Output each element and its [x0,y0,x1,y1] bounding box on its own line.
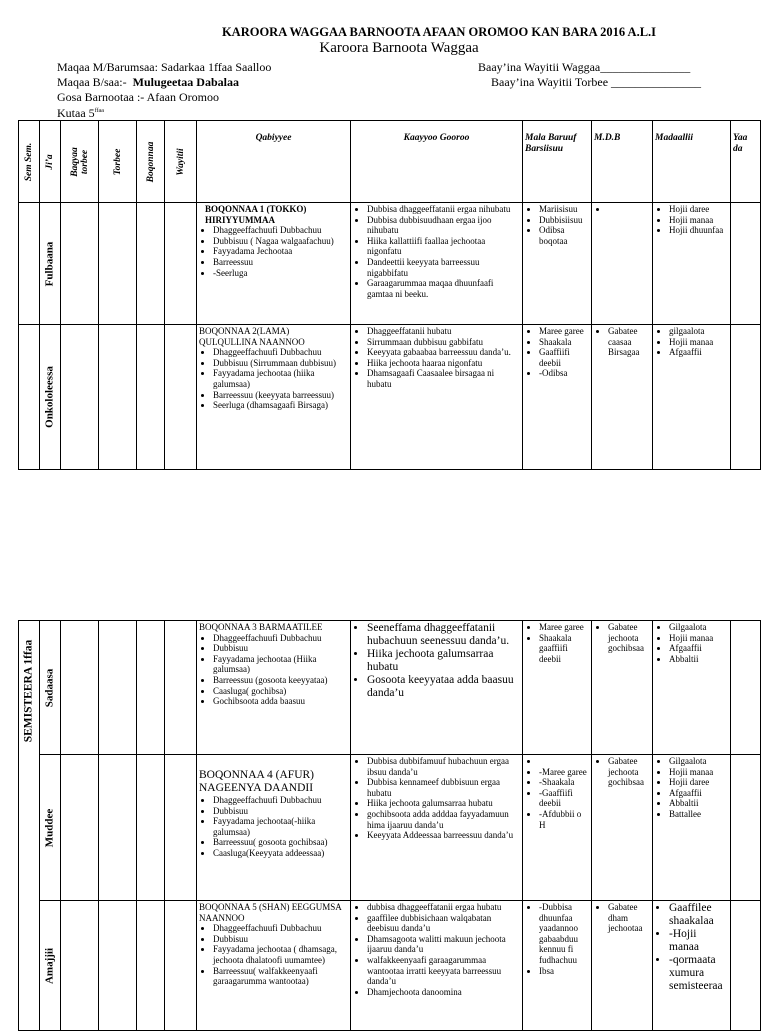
unit-title: BOQONNAA 2(LAMA) QULQULLINA NAANNOO [199,326,305,347]
table-row [19,621,761,755]
objectives-cell [351,203,523,325]
list-item: • Ibsa [539,966,589,977]
list-item: • Hojii manaa [669,215,728,226]
list-item: • Fayyadama jechootaa ( dhamsaga, jechoota dhalatoofi uumamtee) [213,944,348,965]
remark-cell [731,901,761,1031]
semester-cell: SEMISTEERA 1ffaa [19,621,40,1031]
list-item [539,756,589,767]
list-item: • Shaakala gaaffiifi deebii [539,633,589,665]
method-cell [523,755,592,901]
empty-cell [137,755,165,901]
teacher-label: Maqaa B/saa:- [57,74,127,89]
col-objectives: Kaayyoo Gooroo [351,121,523,203]
sem-cell [19,325,40,470]
empty-cell [137,901,165,1031]
list-item: • Seeneffama dhaggeeffatanii hubachuun seenessuu danda’u. [367,622,520,648]
method-list [525,204,589,246]
list-item: • Abbaltii [669,798,728,809]
assessment-list [655,902,728,993]
assessment-cell [653,755,731,901]
list-item: • Hiika jechoota galumsarraa hubatu [367,648,520,674]
mdb-list [594,756,650,788]
objectives-list [353,756,520,841]
col-month: Ji’a [40,121,61,203]
list-item: • Dandeettii keeyyata barreessuu nigabbifatu [367,257,520,278]
list-item: • Dubbisiisuu [539,215,589,226]
col-content: Qabiyyee [197,121,351,203]
content-cell [197,621,351,755]
list-item: • gochibsoota adda adddaa fayyadamuun hima ijaaruu danda’u [367,809,520,830]
col-method: Mala Baruuf Barsiisuu [523,121,592,203]
unit-title: BOQONNAA 5 (SHAN) EEGGUMSA NAANNOO [199,902,342,923]
list-item: • Gilgaalota [669,622,728,633]
content-cell [197,901,351,1031]
list-item: • -Hojii manaa [669,928,728,954]
list-item: • Dhaggeeffachuufi Dubbachuu [213,923,348,934]
content-cell [197,203,351,325]
content-list [199,225,348,278]
meta-left [57,60,271,121]
list-item: • Dubbisuu [213,643,348,654]
list-item: • Abbaltii [669,654,728,665]
list-item: • Dhaggeeffachuufi Dubbachuu [213,633,348,644]
list-item: • Barreessuu (keeyyata barreessuu) [213,390,348,401]
list-item: • Fayyadama jechootaa(-hiika galumsaa) [213,816,348,837]
method-cell [523,621,592,755]
assessment-cell [653,621,731,755]
method-list [525,622,589,664]
col-sem: Sem Sem. [19,121,40,203]
list-item: • Dhamjechoota danoomina [367,987,520,998]
remark-cell [731,325,761,470]
objectives-cell [351,901,523,1031]
mdb-list [594,204,650,215]
weekly-periods-year: Baay’ina Wayitii Waggaa_______________ [478,60,691,74]
school-name: Maqaa M/Barumsaa: Sadarkaa 1ffaa Saalloo [57,60,272,74]
empty-cell [99,755,137,901]
content-list [199,795,348,859]
weekly-periods-week: Baay’ina Wayitii Torbee _______________ [491,74,702,89]
list-item: • Dubbisuu [213,934,348,945]
list-item: • Gabatee caasaa Birsagaa [608,326,650,358]
list-item: • Hojii daree [669,204,728,215]
list-item: • Maree garee [539,622,589,633]
content-list [199,633,348,707]
objectives-list [353,902,520,997]
assessment-cell [653,901,731,1031]
list-item: • Dubbisuu ( Nagaa walgaafachuu) [213,236,348,247]
col-period: Wayitii [165,121,197,203]
list-item: • Seerluga (dhamsagaafi Birsaga) [213,400,348,411]
list-item: • Dhamsagoota walitti makuun jechoota ijaaruu danda’u [367,934,520,955]
col-torbee: Torbee [99,121,137,203]
table-row [19,901,761,1031]
empty-cell [99,203,137,325]
list-item: • -Seerluga [213,268,348,279]
list-item: • Afgaaffii [669,347,728,358]
list-item: • Fayyadama jechootaa (Hiika galumsaa) [213,654,348,675]
list-item: • Gaaffiifi deebii [539,347,589,368]
objectives-list [353,326,520,390]
empty-cell [99,325,137,470]
list-item: • Dubbisa kennameef dubbisuun ergaa hubatu [367,777,520,798]
meta-right [478,60,701,90]
document-subtitle: Karoora Barnoota Waggaa [319,40,479,56]
objectives-list [353,622,520,700]
assessment-cell [653,203,731,325]
empty-cell [99,621,137,755]
list-item: • Gaaffilee shaakalaa [669,902,728,928]
list-item: • Caasluga( gochibsa) [213,686,348,697]
list-item: • Gabatee jechoota gochibsaa [608,622,650,654]
list-item: • Gabatee jechoota gochibsaa [608,756,650,788]
list-item: • Dhaggeeffachuufi Dubbachuu [213,795,348,806]
method-list [525,326,589,379]
list-item: • walfakkeenyaafi garaagarummaa wantootaa irratti keeyyata barreessuu danda’u [367,955,520,987]
objectives-list [353,204,520,299]
teacher-name: Mulugeetaa Dabalaa [132,74,239,89]
empty-cell [61,755,99,901]
empty-cell [165,203,197,325]
list-item: • Dubbisuu [213,806,348,817]
table-row [19,203,761,325]
list-item: • Fayyadama jechootaa (hiika galumsaa) [213,368,348,389]
unit-title: BOQONNAA 1 (TOKKO) HIRIYYUMMAA [205,204,307,225]
content-list [199,347,348,411]
mdb-cell [592,203,653,325]
list-item: • Hiika kallattiifi faallaa jechootaa nigonfatu [367,236,520,257]
assessment-list [655,204,728,236]
list-item: • -Afdubbii o H [539,809,589,830]
list-item: • Dhaggeeffachuufi Dubbachuu [213,347,348,358]
empty-cell [137,325,165,470]
empty-cell [137,203,165,325]
month-cell: Amajjii [40,901,61,1031]
month-cell: Muddee [40,755,61,901]
list-item: • Keeyyata gabaabaa barreessuu danda’u. [367,347,520,358]
method-list [525,756,589,830]
mdb-cell [592,325,653,470]
list-item: • -qormaata xumura semisteeraa [669,954,728,993]
list-item: • Dhaggeeffachuufi Dubbachuu [213,225,348,236]
document-title: KAROORA WAGGAA BARNOOTA AFAAN OROMOO KAN BARA 2016 A.L.I [221,25,657,39]
list-item: • Barreessuu( walfakkeenyaafi garaagarumma wantootaa) [213,966,348,987]
list-item: • Maree garee [539,326,589,337]
mdb-cell [592,901,653,1031]
month-cell: Sadaasa [40,621,61,755]
list-item: • Odibsa boqotaa [539,225,589,246]
mdb-cell [592,621,653,755]
sem-cell [19,203,40,325]
list-item: • Garaagarummaa maqaa dhuunfaafi gamtaa ni beeku. [367,278,520,299]
grade-text: Kutaa 5 [57,106,95,121]
unit-title: BOQONNAA 4 (AFUR) NAGEENYA DAANDII [199,769,315,794]
list-item: • gilgaalota [669,326,728,337]
list-item: • Shaakala [539,337,589,348]
empty-cell [61,621,99,755]
list-item: • Dhaggeeffatanii hubatu [367,326,520,337]
plan-table-1 [18,120,761,470]
list-item: • -Gaaffiifi deebii [539,788,589,809]
empty-cell [165,901,197,1031]
plan-table-2 [18,620,761,1031]
list-item: • Dhamsagaafi Caasaalee birsagaa ni hubatu [367,368,520,389]
list-item: • Hiika jechoota galumsarraa hubatu [367,798,520,809]
list-item: • Barreessuu( gosoota gochibsaa) [213,837,348,848]
list-item: • Mariisisuu [539,204,589,215]
list-item: • Hiika jechoota haaraa nigonfatu [367,358,520,369]
objectives-cell [351,325,523,470]
month-cell: Fulbaana [40,203,61,325]
mdb-list [594,622,650,654]
content-list [199,923,348,987]
empty-cell [165,325,197,470]
list-item: • Gabatee dham jechootaa [608,902,650,934]
list-item: • Barreessuu (gosoota keeyyataa) [213,675,348,686]
list-item: • -Dubbisa dhuunfaa yaadannoo gabaabduu kennuu fi fudhachuu [539,902,589,966]
assessment-list [655,756,728,820]
col-assessment: Madaallii [653,121,731,203]
empty-cell [137,621,165,755]
remark-cell [731,755,761,901]
list-item: • Hojii daree [669,777,728,788]
list-item: • Hojii manaa [669,337,728,348]
assessment-list [655,622,728,664]
list-item: • -Shaakala [539,777,589,788]
list-item [608,204,650,215]
list-item: • -Maree garee [539,767,589,778]
month-cell: Onkololeessa [40,325,61,470]
grade-line [57,104,271,121]
col-unit: Boqonnaa [137,121,165,203]
mdb-list [594,326,650,358]
list-item: • Hojii manaa [669,633,728,644]
list-item: • Caasluga(Keeyyata addeessaa) [213,848,348,859]
list-item: • Gosoota keeyyataa adda baasuu danda’u [367,674,520,700]
list-item: • Dubbisuu (Sirrummaan dubbisuu) [213,358,348,369]
subject-line: Gosa Barnootaa :- Afaan Oromoo [57,89,219,104]
list-item: • Dubbisa dhaggeeffatanii ergaa nihubatu [367,204,520,215]
empty-cell [61,901,99,1031]
list-item: • Battallee [669,809,728,820]
objectives-cell [351,621,523,755]
empty-cell [61,325,99,470]
mdb-cell [592,755,653,901]
col-remark: Yaa da [731,121,761,203]
method-list [525,902,589,976]
table-header-row [19,121,761,203]
remark-cell [731,621,761,755]
grade-sup: ffaa [94,108,104,115]
list-item: • -Odibsa [539,368,589,379]
list-item: • Barreessuu [213,257,348,268]
list-item: • Afgaaffii [669,643,728,654]
table-row [19,325,761,470]
assessment-cell [653,325,731,470]
content-cell [197,755,351,901]
remark-cell [731,203,761,325]
list-item: • Afgaaffii [669,788,728,799]
teacher-line [57,75,271,90]
assessment-list [655,326,728,358]
mdb-list [594,902,650,934]
list-item: • dubbisa dhaggeeffatanii ergaa hubatu [367,902,520,913]
empty-cell [61,203,99,325]
col-week: Baqyaa torbee [61,121,99,203]
list-item: • Gilgaalota [669,756,728,767]
objectives-cell [351,755,523,901]
list-item: • Dubbisa dubbisuudhaan ergaa ijoo nihubatu [367,215,520,236]
list-item: • gaaffilee dubbisichaan walqabatan deebisuu danda’u [367,913,520,934]
method-cell [523,325,592,470]
method-cell [523,901,592,1031]
content-cell [197,325,351,470]
unit-title: BOQONNAA 3 BARMAATILEE [199,622,323,632]
empty-cell [165,755,197,901]
list-item: • Fayyadama Jechootaa [213,246,348,257]
table-row [19,755,761,901]
list-item: • Hojii manaa [669,767,728,778]
method-cell [523,203,592,325]
col-mdb: M.D.B [592,121,653,203]
list-item: • Hojii dhuunfaa [669,225,728,236]
empty-cell [99,901,137,1031]
list-item: • Dubbisa dubbifamuuf hubachuun ergaa ibsuu danda’u [367,756,520,777]
empty-cell [165,621,197,755]
list-item: • Gochibsoota adda baasuu [213,696,348,707]
list-item: • Keeyyata Addeessaa barreessuu danda’u [367,830,520,841]
list-item: • Sirrummaan dubbisuu gabbifatu [367,337,520,348]
